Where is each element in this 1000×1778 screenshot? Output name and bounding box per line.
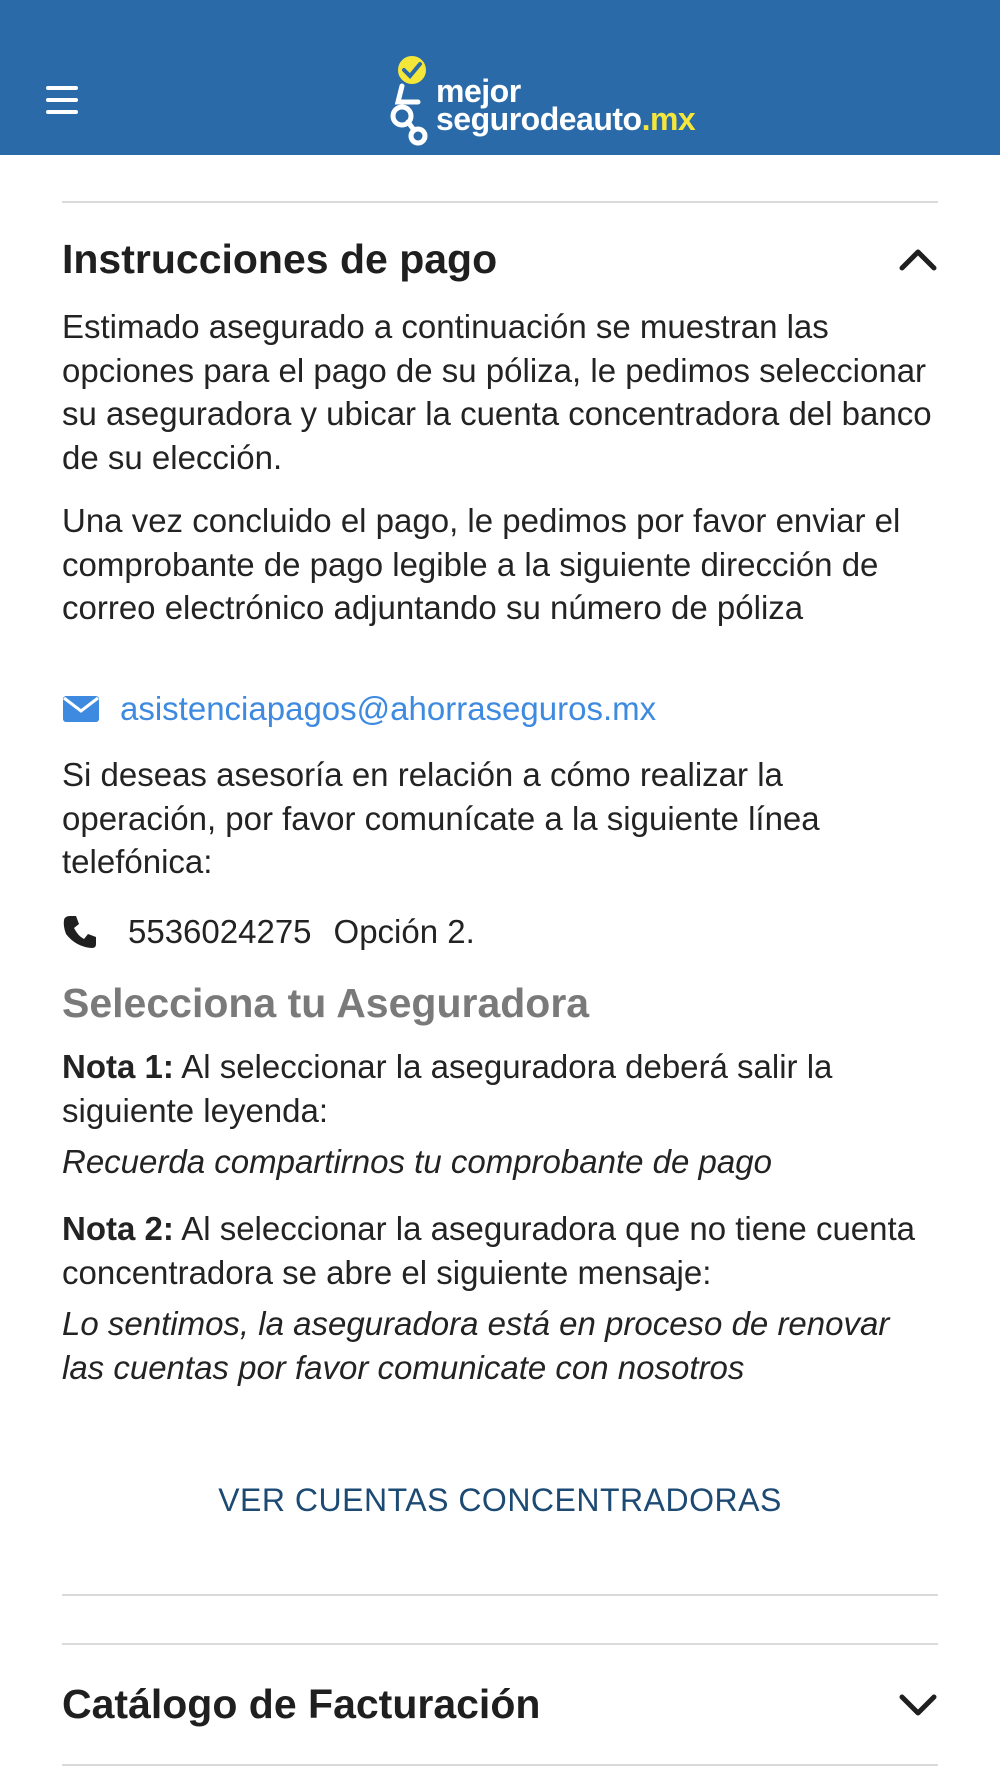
note-1-legend: Recuerda compartirnos tu comprobante de pago	[62, 1143, 772, 1180]
app-header	[0, 0, 1000, 155]
logo-text-main: segurodeauto	[436, 101, 642, 137]
chevron-up-icon[interactable]	[898, 240, 938, 280]
phone-number[interactable]: 5536024275	[128, 913, 312, 950]
section-title: Catálogo de Facturación	[62, 1681, 541, 1727]
section-divider	[62, 201, 938, 203]
section-divider	[62, 1594, 938, 1596]
phone-contact[interactable]	[62, 913, 475, 951]
note-2-text: Al seleccionar la aseguradora que no tiene cuenta concentradora se abre el siguiente mensaje:	[62, 1210, 916, 1291]
menu-icon[interactable]	[46, 86, 78, 114]
note-1	[62, 1045, 938, 1132]
note-1-text: Al seleccionar la aseguradora deberá salir la siguiente leyenda:	[62, 1048, 833, 1129]
note-2-legend: Lo sentimos, la aseguradora está en proceso de renovar las cuentas por favor comunicate con nosotros	[62, 1305, 890, 1386]
brand-logo[interactable]	[388, 52, 718, 148]
instructions-section-header[interactable]	[62, 236, 938, 283]
instructions-email-note: Una vez concluido el pago, le pedimos por favor enviar el comprobante de pago legible a la siguiente dirección de correo electrónico adjuntando su número de póliza	[62, 502, 901, 626]
note-2	[62, 1207, 938, 1294]
note-1-label: Nota 1:	[62, 1048, 174, 1085]
section-divider	[62, 1764, 938, 1766]
logo-text-tld: .mx	[641, 101, 696, 137]
instructions-phone-note: Si deseas asesoría en relación a cómo realizar la operación, por favor comunícate a la siguiente línea telefónica:	[62, 756, 820, 880]
phone-icon	[62, 914, 98, 950]
select-insurer-heading: Selecciona tu Aseguradora	[62, 980, 590, 1026]
logo-text-bottom	[436, 102, 695, 136]
section-title: Instrucciones de pago	[62, 236, 498, 282]
instructions-intro: Estimado asegurado a continuación se muestran las opciones para el pago de su póliza, le pedimos seleccionar su aseguradora y ubicar la cuenta concentradora del banco de su elección.	[62, 308, 932, 476]
envelope-icon	[62, 695, 100, 723]
billing-section-header[interactable]	[62, 1681, 938, 1728]
note-2-label: Nota 2:	[62, 1210, 174, 1247]
email-link[interactable]: asistenciapagos@ahorraseguros.mx	[120, 690, 657, 727]
phone-option: Opción 2.	[333, 913, 475, 950]
email-contact[interactable]	[62, 690, 656, 728]
view-accounts-button[interactable]: VER CUENTAS CONCENTRADORAS	[218, 1482, 782, 1518]
chevron-down-icon[interactable]	[898, 1685, 938, 1725]
logo-text-top: mejor	[436, 73, 521, 109]
section-divider	[62, 1643, 938, 1645]
